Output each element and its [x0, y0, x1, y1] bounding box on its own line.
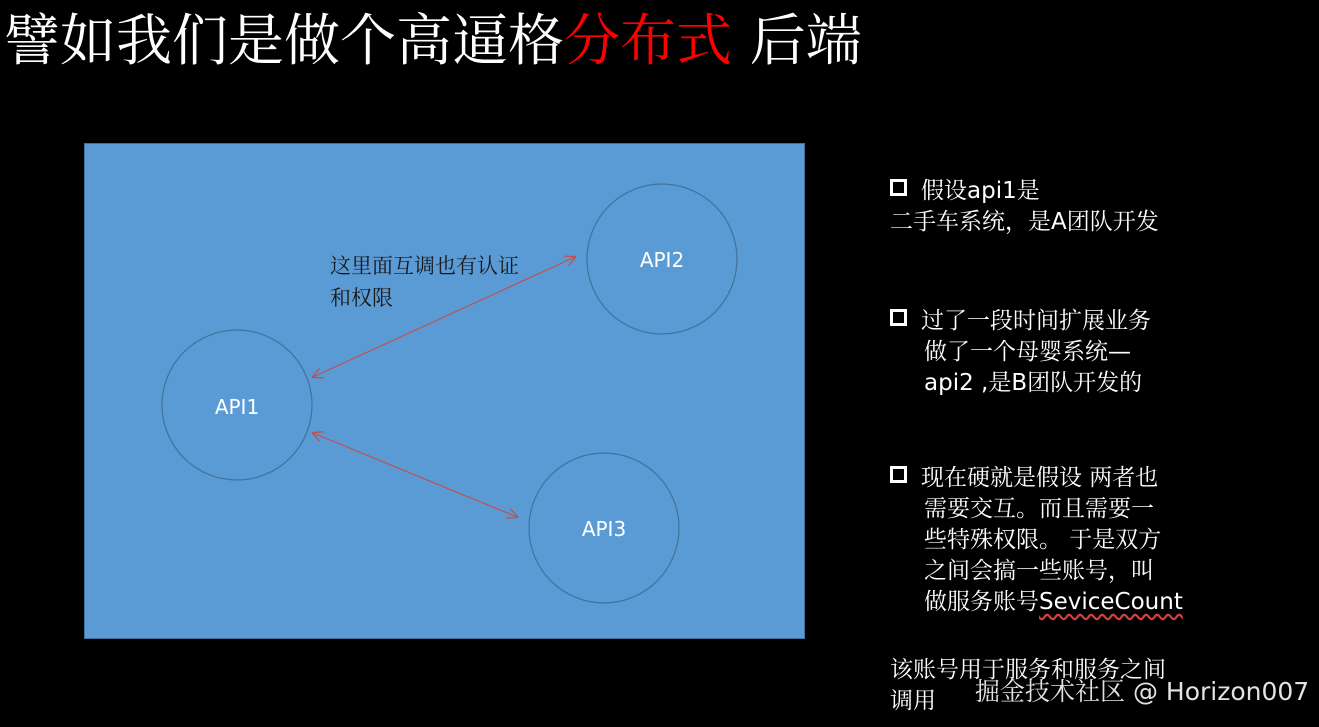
service-account-term: SeviceCount — [1039, 589, 1183, 615]
bullet-3-line-5: 做服务账号 — [924, 589, 1039, 615]
diagram-note — [330, 250, 580, 314]
bullet-3-line-4: 之间会搞一些账号，叫 — [924, 558, 1154, 584]
bullet-2 — [890, 306, 1151, 399]
bullet-3-line-3: 些特殊权限。 于是双方 — [924, 527, 1162, 553]
square-bullet-icon — [890, 179, 907, 196]
bullet-1 — [890, 176, 1159, 238]
bullet-2-line-2: 做了一个母婴系统— — [924, 339, 1131, 365]
bullet-3 — [890, 463, 1183, 618]
square-bullet-icon — [890, 466, 907, 483]
bullet-3-line-1: 现在硬就是假设 两者也 — [921, 465, 1159, 491]
square-bullet-icon — [890, 309, 907, 326]
title-tail-text: 后端 — [732, 9, 862, 74]
bullet-2-line-3: api2 ,是B团队开发的 — [924, 370, 1143, 396]
diagram-note-line1: 这里面互调也有认证 — [330, 254, 519, 278]
diagram-note-line2: 和权限 — [330, 286, 393, 310]
footnote-line-2: 调用 — [890, 688, 936, 714]
arrow-api1-api3 — [313, 433, 517, 517]
title-text: 譬如我们是做个高逼格 — [4, 9, 564, 74]
node-api1-label: API1 — [214, 395, 260, 419]
architecture-diagram — [84, 143, 805, 639]
bullet-1-line-1: 假设api1是 — [921, 178, 1040, 204]
slide-title — [4, 6, 862, 78]
watermark: 掘金技术社区 @ Horizon007 — [975, 677, 1310, 706]
footnote-line-1: 该账号用于服务和服务之间 — [890, 657, 1166, 683]
diagram-canvas — [85, 144, 806, 640]
title-accent-text: 分布式 — [564, 9, 732, 74]
node-api2-label: API2 — [639, 248, 685, 272]
bullet-3-line-2: 需要交互。而且需要一 — [924, 496, 1154, 522]
bullet-2-line-1: 过了一段时间扩展业务 — [921, 308, 1151, 334]
node-api3-label: API3 — [581, 517, 627, 541]
bullet-1-line-2: 二手车系统，是A团队开发 — [890, 209, 1159, 235]
